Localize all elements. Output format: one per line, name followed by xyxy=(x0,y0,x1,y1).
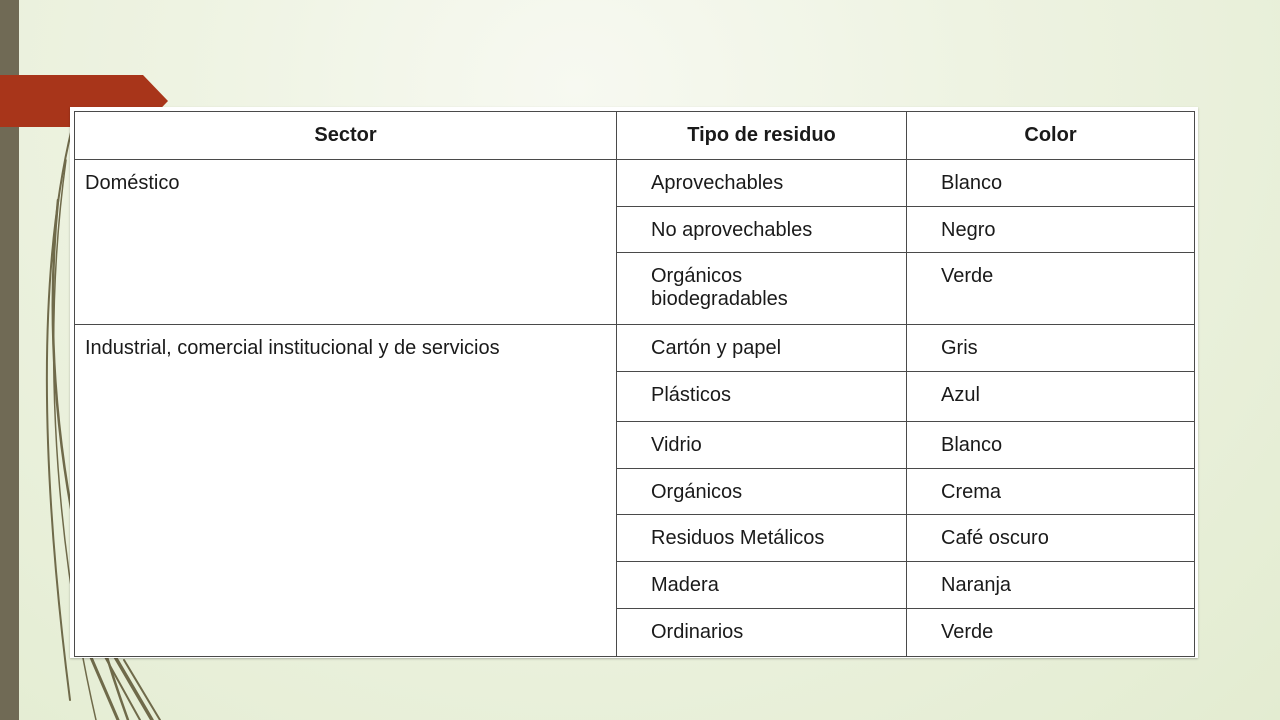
color-cell: Café oscuro xyxy=(907,515,1195,562)
tipo-cell: Ordinarios xyxy=(617,609,907,657)
color-cell: Blanco xyxy=(907,160,1195,207)
color-cell: Verde xyxy=(907,253,1195,325)
color-cell: Crema xyxy=(907,469,1195,515)
table-row xyxy=(75,160,1195,207)
header-color: Color xyxy=(907,112,1195,160)
header-tipo-de-residuo: Tipo de residuo xyxy=(617,112,907,160)
waste-color-table-frame xyxy=(70,107,1198,658)
tipo-cell: Orgánicos xyxy=(617,469,907,515)
color-cell: Blanco xyxy=(907,422,1195,469)
sector-cell-domestico: Doméstico xyxy=(75,160,617,325)
header-sector: Sector xyxy=(75,112,617,160)
color-cell: Gris xyxy=(907,325,1195,372)
tipo-cell: No aprovechables xyxy=(617,207,907,253)
tipo-cell: Cartón y papel xyxy=(617,325,907,372)
table-header-row xyxy=(75,112,1195,160)
sector-cell-industrial: Industrial, comercial institucional y de servicios xyxy=(75,325,617,657)
color-cell: Verde xyxy=(907,609,1195,657)
tipo-cell: Orgánicos biodegradables xyxy=(617,253,907,325)
color-cell: Naranja xyxy=(907,562,1195,609)
tipo-cell: Plásticos xyxy=(617,372,907,422)
waste-color-table xyxy=(74,111,1195,657)
color-cell: Azul xyxy=(907,372,1195,422)
table-row xyxy=(75,325,1195,372)
tipo-cell: Vidrio xyxy=(617,422,907,469)
tipo-cell: Residuos Metálicos xyxy=(617,515,907,562)
color-cell: Negro xyxy=(907,207,1195,253)
tipo-cell: Aprovechables xyxy=(617,160,907,207)
tipo-cell: Madera xyxy=(617,562,907,609)
